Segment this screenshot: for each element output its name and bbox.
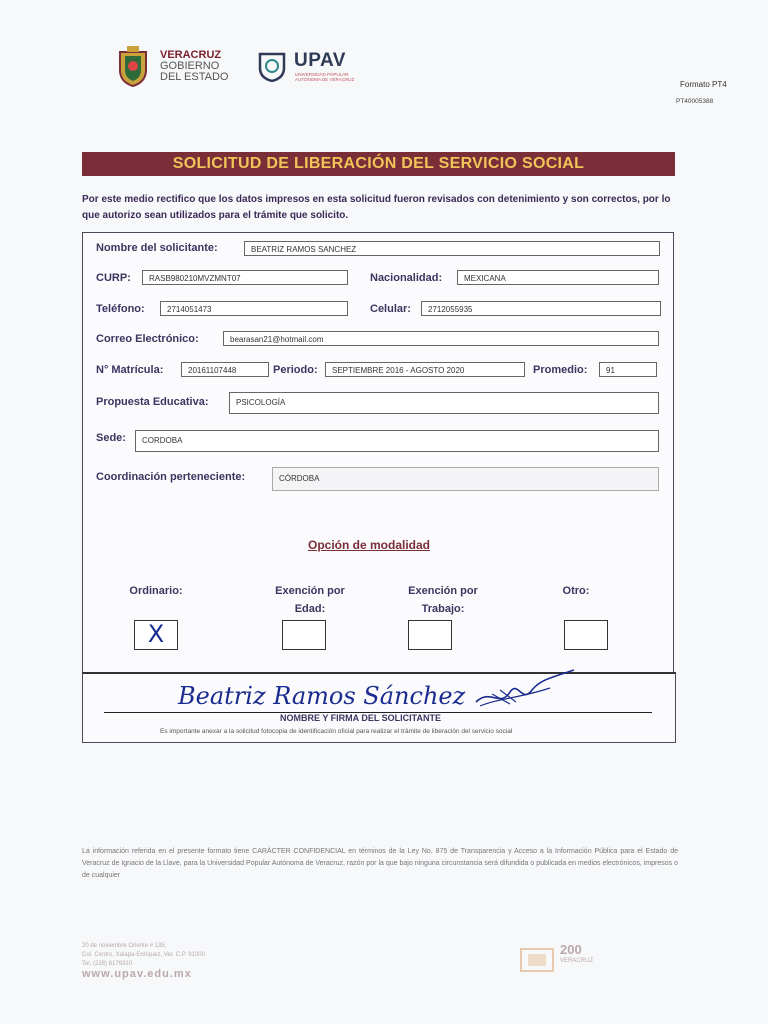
confidentiality-notice: La información referida en el presente formato tiene CARÁCTER CONFIDENCIAL en términos de la Ley No. 875 de Transparencia y Acceso a la Información Pública para el Estado de Veracruz de Ignacio de la Llave, para la Universidad Popular Autónoma de Veracruz, razón por la que bajo ninguna circunstancia será difundida o publicada en medios electrónicos, impresos o de cualquier [82,848,678,879]
nacionalidad-field[interactable]: MEXICANA [457,270,659,285]
matricula-field[interactable]: 20161107448 [181,362,269,377]
address-line-1: 20 de noviembre Oriente # 135, [82,943,167,949]
veracruz-seal-logo [116,44,150,88]
sede-field[interactable]: CORDOBA [135,430,659,452]
signature-scribble-icon [470,668,580,716]
sede-label: Sede: [96,432,126,444]
application-form [82,232,674,674]
coordinacion-field[interactable]: CÓRDOBA [272,467,659,491]
intro-text: Por este medio rectifico que los datos impresos en esta solicitud fueron revisados con detenimiento y son correctos, por lo que autorizo sean utilizados para el trámite que solicito. [82,194,671,221]
exencion-edad-label [262,582,358,618]
curp-field[interactable]: RASB980210MVZMNT07 [142,270,348,285]
x-mark-icon: X [147,620,165,648]
periodo-label: Periodo: [273,364,318,376]
ordinario-checkbox[interactable] [134,620,178,650]
modalidad-title: Opción de modalidad [308,538,431,552]
nombre-field[interactable]: BEATRIZ RAMOS SANCHEZ [244,241,660,256]
coordinacion-label: Coordinación perteneciente: [96,471,246,483]
formato-label: Formato PT4 [680,80,727,89]
folio-number: PT40005388 [676,98,714,105]
nombre-label: Nombre del solicitante: [96,242,218,254]
bicentenario-number: 200 [560,942,582,957]
address-line-2: Col. Centro, Xalapa-Enríquez, Ver. C.P. 91000 [82,952,205,958]
signature-label: NOMBRE Y FIRMA DEL SOLICITANTE [280,713,442,723]
upav-subtitle: UNIVERSIDAD POPULAR AUTÓNOMA DE VERACRUZ [295,72,355,82]
bicentenario-emblem-icon [520,948,554,972]
gov-line-2: GOBIERNO [160,60,220,72]
upav-shield-logo [258,52,286,82]
celular-field[interactable]: 2712055935 [421,301,661,316]
nacionalidad-label: Nacionalidad: [370,272,443,284]
propuesta-label: Propuesta Educativa: [96,396,209,408]
otro-checkbox[interactable] [564,620,608,650]
gobierno-veracruz-label [160,50,228,83]
propuesta-field[interactable]: PSICOLOGÍA [229,392,659,414]
exencion-edad-line2: Edad: [294,603,326,615]
exencion-trabajo-line1: Exención por [408,585,478,597]
periodo-field[interactable]: SEPTIEMBRE 2016 - AGOSTO 2020 [325,362,525,377]
footer-website-link[interactable]: www.upav.edu.mx [82,968,192,980]
promedio-field[interactable]: 91 [599,362,657,377]
exencion-edad-line1: Exención por [275,585,345,597]
matricula-label: N° Matrícula: [96,364,164,376]
exencion-trabajo-line2: Trabajo: [421,603,465,615]
ordinario-label: Ordinario: [129,585,183,597]
exencion-edad-checkbox[interactable] [282,620,326,650]
promedio-label: Promedio: [533,364,588,376]
celular-label: Celular: [370,303,411,315]
bicentenario-logo [520,940,630,976]
correo-field[interactable]: bearasan21@hotmail.com [223,331,659,346]
footer-address [82,942,205,969]
bicentenario-subtitle: VERACRUZ [560,958,594,964]
page-title: SOLICITUD DE LIBERACIÓN DEL SERVICIO SOCIAL [82,152,675,176]
gov-line-3: DEL ESTADO [160,71,229,83]
exencion-trabajo-checkbox[interactable] [408,620,452,650]
signature-note: Es importante anexar a la solicitud fotocopia de identificación oficial para realizar el trámite de liberación del servicio social [160,728,513,735]
exencion-trabajo-label [395,582,491,618]
curp-label: CURP: [96,272,131,284]
handwritten-signature-name: Beatriz Ramos Sánchez [178,682,466,710]
gov-line-1: VERACRUZ [160,49,222,61]
otro-label: Otro: [562,585,590,597]
telefono-label: Teléfono: [96,303,145,315]
telefono-field[interactable]: 2714051473 [160,301,348,316]
correo-label: Correo Electrónico: [96,333,199,345]
address-line-3: Tel. (228) 8179310 [82,961,133,967]
upav-name: UPAV [294,50,346,71]
